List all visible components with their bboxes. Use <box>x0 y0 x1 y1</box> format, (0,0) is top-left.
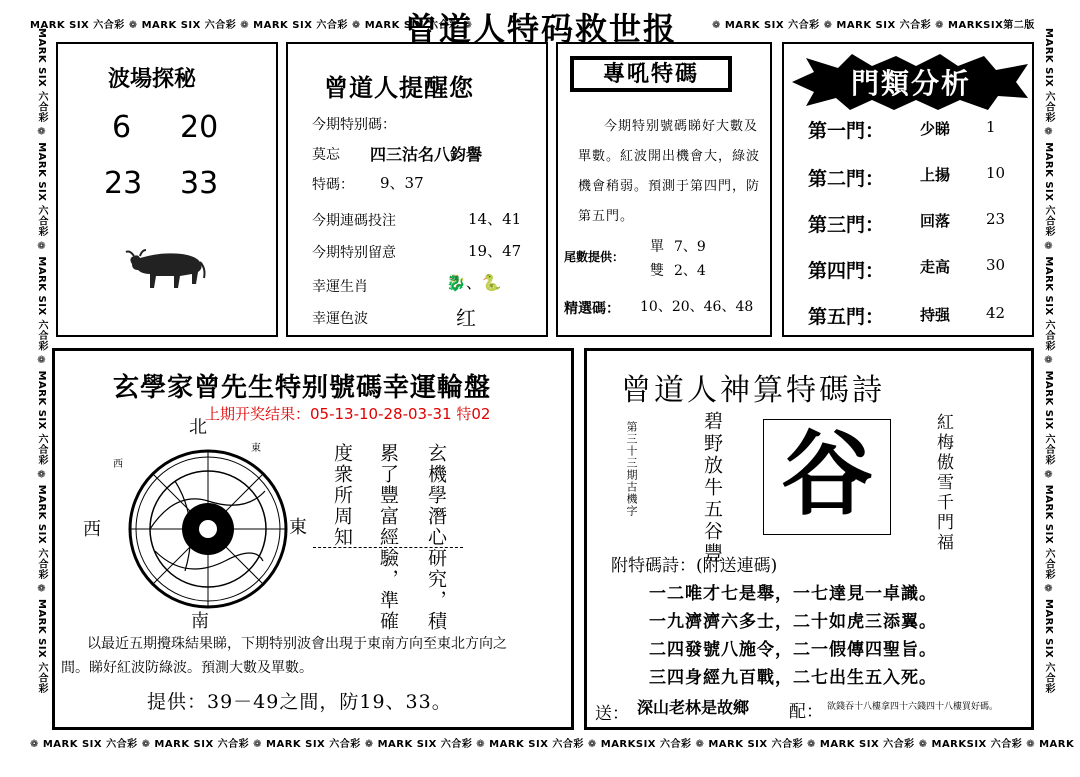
wave-number: 20 <box>180 110 219 145</box>
reminder-combo-label: 今期連碼投注 <box>312 213 396 229</box>
door-number: 1 <box>986 118 996 136</box>
ox-icon <box>124 244 208 298</box>
special-code-box <box>556 42 772 337</box>
door-number: 23 <box>986 210 1006 228</box>
last-draw-result: 上期开奖结果：05-13-10-28-03-31 特02 <box>205 405 491 423</box>
bottom-border-strip: ❁ MARK SIX 六合彩 ❁ MARK SIX 六合彩 ❁ MARK SIX 六合彩 ❁ MARK SIX 六合彩 ❁ MARK SIX 六合彩 ❁ MARKSIX 六合彩 ❁ MARK SIX 六合彩 ❁ MARK SIX 六合彩 ❁ MARKSIX 六合彩 ❁ MARK <box>30 739 1075 750</box>
wheel-footer-line1: 以最近五期攪珠結果睇，下期特别波會出現于東南方向至東北方向之 <box>87 636 507 652</box>
poem-couplet-left: 碧野放牛五谷豐 <box>701 411 723 565</box>
door-label: 第四門： <box>808 260 885 282</box>
tail-odd-value: 7、9 <box>674 239 706 255</box>
wheel-text-col1: 玄機學潛心研究，積 <box>425 443 447 632</box>
door-number: 42 <box>986 304 1006 322</box>
reminder-code-value: 9、37 <box>380 174 424 192</box>
reminder-special-label: 今期特别碼： <box>312 117 396 133</box>
reminder-box <box>286 42 548 337</box>
wheel-text-col3: 度衆所周知 <box>331 443 353 548</box>
top-border-strip-right: ❁ MARK SIX 六合彩 ❁ MARK SIX 六合彩 ❁ MARKSIX第二版 <box>712 20 1035 31</box>
dir-south: 南 <box>191 611 209 632</box>
poem-box <box>584 348 1034 730</box>
wave-number: 33 <box>180 166 219 201</box>
reminder-zodiac-label: 幸運生肖 <box>312 279 368 295</box>
compass-wheel <box>105 441 311 611</box>
wave-number: 23 <box>104 166 143 201</box>
door-label: 第五門： <box>808 306 885 328</box>
page-title: 曾道人特码救世报 <box>404 10 677 48</box>
dashed-divider <box>313 547 463 548</box>
poem-line: 三四身經九百戰，二七出生五入死。 <box>649 668 937 688</box>
left-border-strip: MARK SIX 六合彩 ❁ MARK SIX 六合彩 ❁ MARK SIX 六合彩 ❁ MARK SIX 六合彩 ❁ MARK SIX 六合彩 ❁ MARK SIX 六合彩 <box>36 28 47 694</box>
dir-northeast: 東 <box>251 443 261 454</box>
door-label: 第二門： <box>808 168 885 190</box>
dir-north: 北 <box>189 417 207 438</box>
door-name: 走高 <box>920 258 951 276</box>
right-border-strip: MARK SIX 六合彩 ❁ MARK SIX 六合彩 ❁ MARK SIX 六合彩 ❁ MARK SIX 六合彩 ❁ MARK SIX 六合彩 ❁ MARK SIX 六合彩 <box>1043 28 1054 694</box>
tail-label: 尾數提供： <box>564 250 625 264</box>
poem-line: 一二唯才七是舉，一七達見一卓識。 <box>649 584 937 604</box>
special-code-title: 專吼特碼 <box>570 56 732 92</box>
dir-west: 西 <box>83 519 101 540</box>
poem-send-label: 送： <box>595 704 629 724</box>
reminder-color-value: 红 <box>456 306 476 330</box>
door-analysis-box <box>782 42 1034 337</box>
reminder-dontforget-value: 四三沽名八鈞譽 <box>370 145 483 164</box>
reminder-watch-value: 19、47 <box>468 242 522 260</box>
poem-send-value: 深山老林是故鄉 <box>637 698 750 717</box>
wheel-footer-line2: 間。睇好紅波防綠波。預測大數及單數。 <box>61 660 313 676</box>
poem-period-note: 第三十三期古機字 <box>625 421 638 517</box>
reminder-dontforget-label: 莫忘 <box>312 147 340 163</box>
door-name: 回落 <box>920 212 951 230</box>
reminder-zodiac-value: 🐉、🐍 <box>446 273 502 292</box>
door-number: 10 <box>986 164 1006 182</box>
wave-secret-box <box>56 42 278 337</box>
poem-attach-label: 附特碼詩：(附送連碼) <box>611 556 778 576</box>
door-label: 第一門： <box>808 120 885 142</box>
reminder-watch-label: 今期特别留意 <box>312 245 396 261</box>
poem-couplet-right: 紅梅傲雪千門福 <box>933 413 953 553</box>
door-name: 持强 <box>920 306 951 324</box>
wave-secret-title: 波場探秘 <box>108 66 197 92</box>
poem-match-label: 配： <box>789 702 823 722</box>
poem-line: 二四發號八施令，二一假傳四聖旨。 <box>649 640 937 660</box>
tail-even-value: 2、4 <box>674 263 706 279</box>
poem-line: 一九濟濟六多士，二十如虎三添翼。 <box>649 612 937 632</box>
dir-northwest: 西 <box>113 459 123 470</box>
picks-value: 10、20、46、48 <box>640 299 754 315</box>
wheel-provide: 提供：39－49之間，防19、33。 <box>147 691 452 713</box>
poem-big-character: 谷 <box>763 419 891 535</box>
special-code-paragraph: 今期特别號碼睇好大數及單數。紅波開出機會大，綠波機會稍弱。預測于第四門，防第五門。 <box>578 119 761 224</box>
reminder-color-label: 幸運色波 <box>312 311 368 327</box>
wheel-title: 玄學家曾先生特别號碼幸運輪盤 <box>113 373 492 403</box>
door-name: 少睇 <box>920 120 951 138</box>
wheel-box <box>52 348 574 730</box>
tail-even-label: 雙 <box>650 263 664 279</box>
door-name: 上揚 <box>920 166 951 184</box>
reminder-title: 曾道人提醒您 <box>324 73 474 102</box>
tail-odd-label: 單 <box>650 239 664 255</box>
poem-title: 曾道人神算特碼詩 <box>621 373 885 408</box>
reminder-combo-value: 14、41 <box>468 210 522 228</box>
picks-label: 精選碼： <box>564 301 620 317</box>
dir-east: 東 <box>289 517 307 538</box>
door-label: 第三門： <box>808 214 885 236</box>
reminder-code-label: 特碼： <box>312 177 354 193</box>
poem-match-value: 欲錢吞十八樓拿四十六錢四十八樓買好碼。 <box>827 702 999 712</box>
door-analysis-title: 門類分析 <box>850 67 971 100</box>
wheel-text-col2: 累了豐富經驗，準確 <box>377 443 399 632</box>
door-number: 30 <box>986 256 1006 274</box>
top-border-strip-left: MARK SIX 六合彩 ❁ MARK SIX 六合彩 ❁ MARK SIX 六合彩 ❁ MARK SIX 六合彩 ❁ <box>30 20 473 31</box>
wave-number: 6 <box>112 110 132 145</box>
